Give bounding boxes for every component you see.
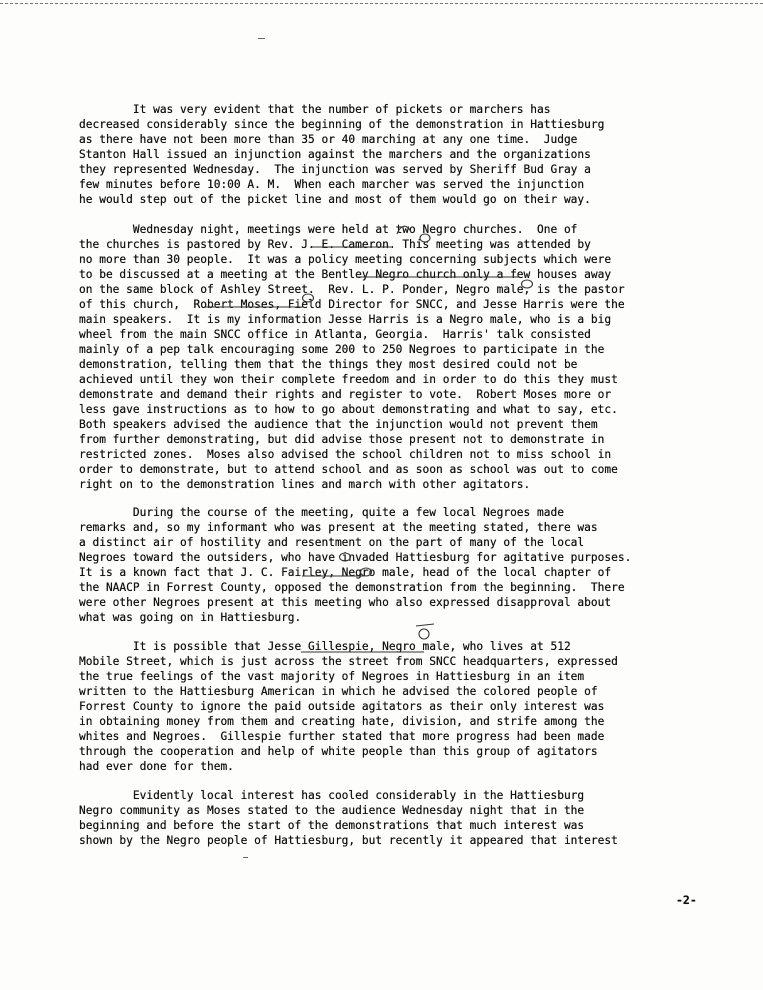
- text-line: decreased considerably since the beginning of the demonstration in Hattiesburg: [79, 118, 605, 131]
- page-number: -2-: [676, 893, 697, 907]
- text-line: Mobile Street, which is just across the street from SNCC headquarters, expressed: [79, 655, 618, 668]
- text-line: he would step out of the picket line and most of them would go on their way.: [79, 193, 591, 206]
- text-line: the churches is pastored by Rev. J. E. Cameron. This meeting was attended by: [79, 238, 591, 251]
- text-line: what was going on in Hattiesburg.: [79, 611, 302, 624]
- text-line: restricted zones. Moses also advised the school children not to miss school in: [79, 448, 612, 461]
- text-line: order to demonstrate, but to attend school and as soon as school was out to come: [79, 463, 618, 476]
- text-line: were other Negroes present at this meeting who also expressed disapproval about: [79, 596, 612, 609]
- text-line: no more than 30 people. It was a policy meeting concerning subjects which were: [79, 253, 612, 266]
- text-line: Both speakers advised the audience that the injunction would not prevent them: [79, 418, 598, 431]
- text-line: from further demonstrating, but did advise those present not to demonstrate in: [79, 433, 605, 446]
- text-line: demonstration, telling them that the things they most desired could not be: [79, 358, 578, 371]
- text-line: few minutes before 10:00 A. M. When each marcher was served the injunction: [79, 178, 585, 191]
- text-line: remarks and, so my informant who was present at the meeting stated, there was: [79, 521, 598, 534]
- text-line: wheel from the main SNCC office in Atlanta, Georgia. Harris' talk consisted: [79, 328, 591, 341]
- text-line: mainly of a pep talk encouraging some 200 to 250 Negroes to participate in the: [79, 343, 605, 356]
- text-line: achieved until they won their complete freedom and in order to do this they must: [79, 373, 618, 386]
- text-line: Wednesday night, meetings were held at two Negro churches. One of: [79, 223, 578, 236]
- text-line: to be discussed at a meeting at the Bentley Negro church only a few houses away: [79, 268, 612, 281]
- text-line: they represented Wednesday. The injunction was served by Sheriff Bud Gray a: [79, 163, 591, 176]
- text-line: It was very evident that the number of pickets or marchers has: [79, 103, 551, 116]
- text-line: Stanton Hall issued an injunction against the marchers and the organizations: [79, 148, 591, 161]
- text-line: whites and Negroes. Gillespie further stated that more progress had been made: [79, 730, 605, 743]
- text-line: of this church, Robert Moses, Field Director for SNCC, and Jesse Harris were the: [79, 298, 625, 311]
- text-line: demonstrate and demand their rights and register to vote. Robert Moses more or: [79, 388, 612, 401]
- text-line: Negroes toward the outsiders, who have invaded Hattiesburg for agitative purposes.: [79, 551, 632, 564]
- text-line: less gave instructions as to how to go about demonstrating and what to say, etc.: [79, 403, 618, 416]
- text-line: in obtaining money from them and creating hate, division, and strife among the: [79, 715, 605, 728]
- text-line: Negro community as Moses stated to the audience Wednesday night that in the: [79, 804, 585, 817]
- text-line: shown by the Negro people of Hattiesburg, but recently it appeared that interest: [79, 834, 618, 847]
- text-line: on the same block of Ashley Street. Rev. L. P. Ponder, Negro male, is the pastor: [79, 283, 625, 296]
- text-line: as there have not been more than 35 or 40 marching at any one time. Judge: [79, 133, 578, 146]
- text-line: During the course of the meeting, quite a few local Negroes made: [79, 506, 564, 519]
- text-line: It is a known fact that J. C. Fairley, Negro male, head of the local chapter of: [79, 566, 612, 579]
- text-line: It is possible that Jesse Gillespie, Negro male, who lives at 512: [79, 640, 571, 653]
- text-line: main speakers. It is my information Jesse Harris is a Negro male, who is a big: [79, 313, 612, 326]
- text-line: Forrest County to ignore the paid outside agitators as their only interest was: [79, 700, 605, 713]
- text-line: written to the Hattiesburg American in which he advised the colored people of: [79, 685, 598, 698]
- text-line: had ever done for them.: [79, 760, 234, 773]
- text-line: beginning and before the start of the demonstrations that much interest was: [79, 819, 585, 832]
- text-line: through the cooperation and help of white people than this group of agitators: [79, 745, 598, 758]
- text-line: Evidently local interest has cooled considerably in the Hattiesburg: [79, 789, 585, 802]
- text-line: the NAACP in Forrest County, opposed the demonstration from the beginning. There: [79, 581, 625, 594]
- text-line: right on to the demonstration lines and march with other agitators.: [79, 478, 531, 491]
- text-line: a distinct air of hostility and resentment on the part of many of the local: [79, 536, 585, 549]
- text-line: the true feelings of the vast majority of Negroes in Hattiesburg in an item: [79, 670, 585, 683]
